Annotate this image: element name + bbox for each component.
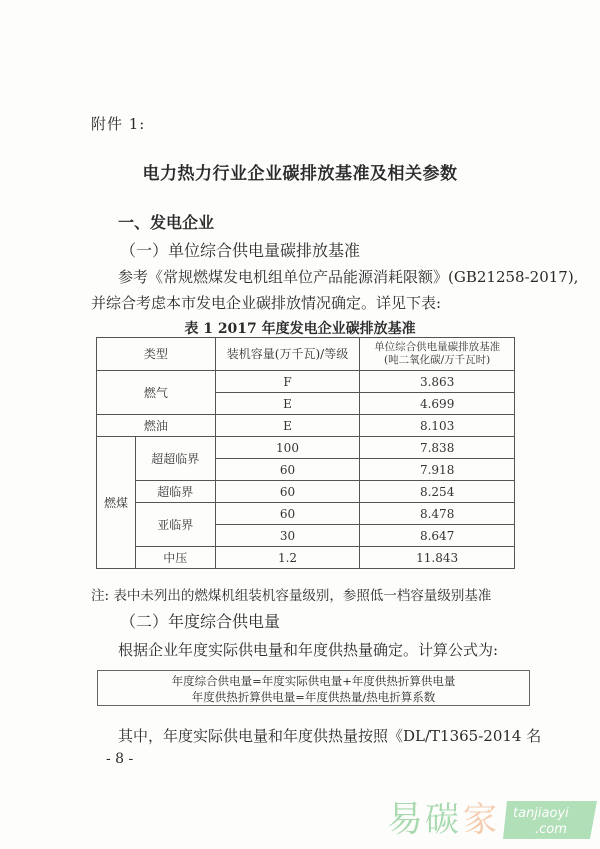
- attachment-label: 附件 1:: [91, 115, 146, 133]
- type-gas: 燃气: [97, 371, 216, 415]
- cell-value: 8.103: [360, 415, 515, 437]
- coal-supercritical: 超临界: [135, 481, 215, 503]
- page-number: - 8 -: [106, 751, 134, 767]
- subsection-heading-1: （一）单位综合供电量碳排放基准: [120, 241, 361, 260]
- paragraph-line: 参考《常规燃煤发电机组单位产品能源消耗限额》(GB21258-2017),: [118, 268, 579, 286]
- section-heading: 一、发电企业: [118, 213, 215, 232]
- cell-value: 8.254: [360, 481, 515, 503]
- table-row: [97, 481, 515, 503]
- header-type: 类型: [97, 338, 216, 371]
- formula-box: [97, 670, 530, 706]
- cell-capacity: E: [215, 393, 360, 415]
- table-header-row: [97, 338, 515, 371]
- cell-value: 4.699: [360, 393, 515, 415]
- table-row: [97, 437, 515, 459]
- header-benchmark-line1: 单位综合供电量碳排放基准: [374, 341, 501, 353]
- table-caption: 表 1 2017 年度发电企业碳排放基准: [184, 321, 416, 337]
- paragraph-line: 根据企业年度实际供电量和年度供热量确定。计算公式为:: [118, 641, 499, 659]
- cell-value: 11.843: [360, 547, 515, 569]
- cell-value: 8.478: [360, 503, 515, 525]
- cell-value: 8.647: [360, 525, 515, 547]
- watermark-site: tanjiaoyi: [513, 806, 569, 821]
- coal-subcritical: 亚临界: [135, 503, 215, 547]
- cell-value: 3.863: [360, 371, 515, 393]
- document-title: 电力热力行业企业碳排放基准及相关参数: [142, 164, 458, 184]
- cell-capacity: E: [215, 415, 360, 437]
- table-row: [97, 371, 515, 393]
- coal-ultra-supercritical: 超超临界: [135, 437, 215, 481]
- header-benchmark-line2: (吨二氧化碳/万千瓦时): [384, 354, 491, 366]
- watermark-char-1: 易: [387, 799, 424, 840]
- formula-line-2: 年度供热折算供电量=年度供热量/热电折算系数: [191, 690, 436, 704]
- type-oil: 燃油: [97, 415, 216, 437]
- table-row: [97, 503, 515, 525]
- cell-value: 7.838: [360, 437, 515, 459]
- cell-capacity: 60: [215, 459, 360, 481]
- watermark-logo: [385, 785, 600, 845]
- paragraph-line: 其中，年度实际供电量和年度供热量按照《DL/T1365-2014 名: [118, 727, 542, 745]
- cell-value: 7.918: [360, 459, 515, 481]
- cell-capacity: F: [215, 371, 360, 393]
- cell-capacity: 60: [215, 481, 360, 503]
- emission-benchmark-table: [96, 337, 515, 569]
- subsection-heading-2: （二）年度综合供电量: [120, 612, 281, 631]
- cell-capacity: 1.2: [215, 547, 360, 569]
- type-coal: 燃煤: [97, 437, 136, 569]
- coal-medium-pressure: 中压: [135, 547, 215, 569]
- cell-capacity: 100: [215, 437, 360, 459]
- formula-line-1: 年度综合供电量=年度实际供电量+年度供热折算供电量: [171, 674, 456, 688]
- header-capacity: 装机容量(万千瓦)/等级: [215, 338, 360, 371]
- cell-capacity: 60: [215, 503, 360, 525]
- watermark-char-3: 家: [463, 800, 497, 840]
- table-row: [97, 415, 515, 437]
- cell-capacity: 30: [215, 525, 360, 547]
- table-note: 注: 表中未列出的燃煤机组装机容量级别，参照低一档容量级别基准: [91, 588, 492, 604]
- watermark-char-2: 碳: [425, 800, 459, 840]
- header-benchmark: [360, 338, 515, 371]
- watermark-tld: .com: [535, 822, 567, 837]
- paragraph-line: 并综合考虑本市发电企业碳排放情况确定。详见下表:: [91, 294, 442, 312]
- table-row: [97, 547, 515, 569]
